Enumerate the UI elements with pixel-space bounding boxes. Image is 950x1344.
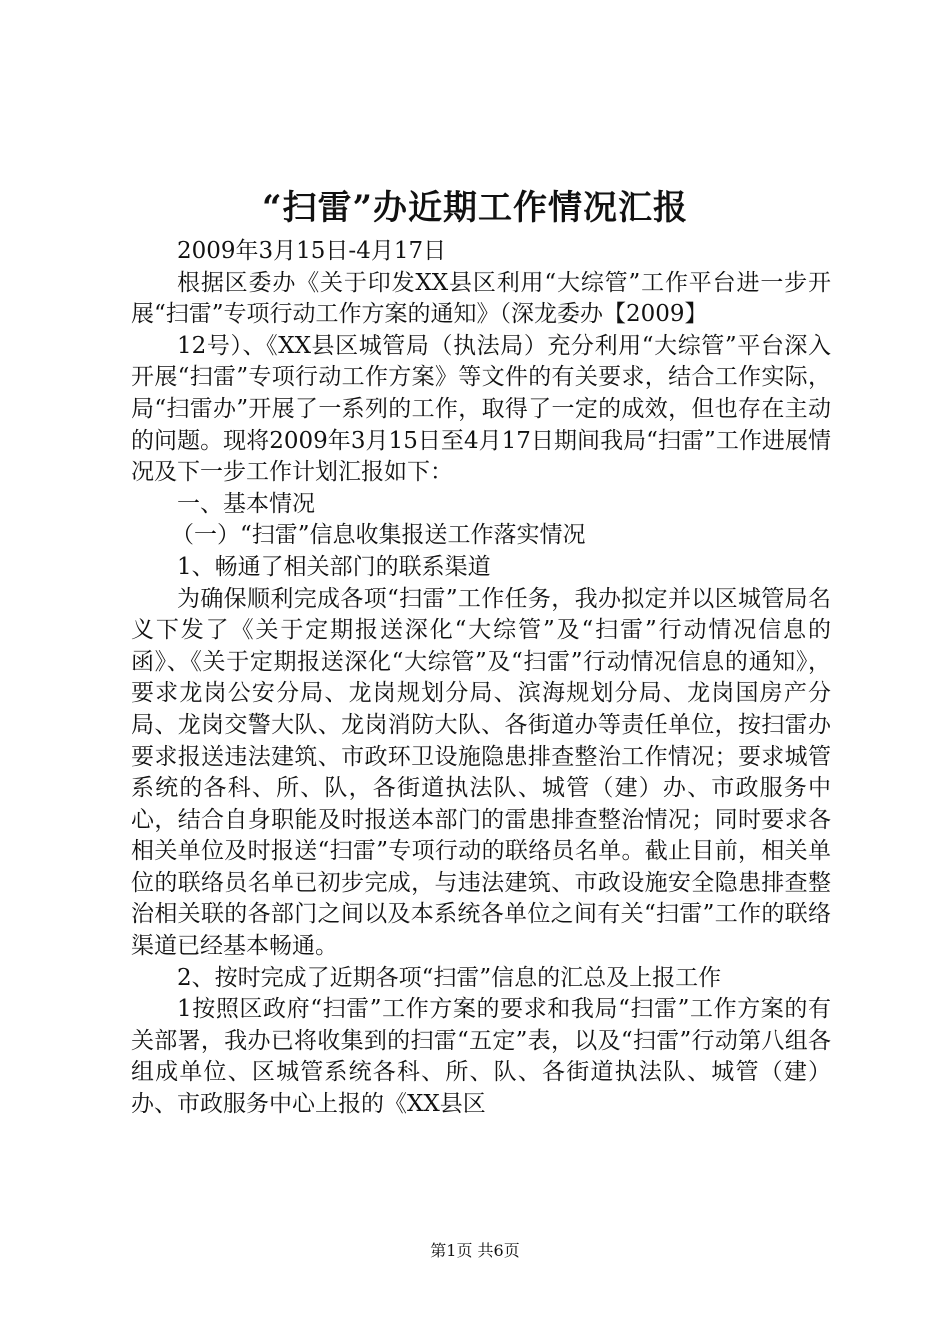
- item-heading-reporting: 2、按时完成了近期各项“扫雷”信息的汇总及上报工作: [177, 964, 722, 991]
- section-heading-basic: 一、基本情况: [177, 490, 315, 517]
- document-title: “扫雷”办近期工作情况汇报: [261, 188, 689, 228]
- subsection-heading-info: （一）“扫雷”信息收集报送工作落实情况: [171, 522, 586, 549]
- page-footer: 第1页 共6页: [430, 1241, 520, 1260]
- document-body: [131, 236, 831, 1121]
- paragraph-intro-part2: 12号）、《XX县区城管局（执法局）充分利用“大综管”平台深入开展“扫雷”专项行动工作方案》等文件的有关要求，结合工作实际，局“扫雷办”开展了一系列的工作，取得了一定的成效，但也存在主动的问题。现将2009年3月15日至4月17日期间我局“扫雷”工作进展情况及下一步工作计划汇报如下：: [131, 332, 831, 486]
- paragraph-reporting: 1按照区政府“扫雷”工作方案的要求和我局“扫雷”工作方案的有关部署，我办已将收集到的扫雷“五定”表，以及“扫雷”行动第八组各组成单位、区城管系统各科、所、队、各街道执法队、城管（建）办、市政服务中心上报的《XX县区: [131, 996, 831, 1118]
- date-range-line: 2009年3月15日-4月17日: [177, 238, 447, 264]
- paragraph-intro-part1: 根据区委办《关于印发XX县区利用“大综管”工作平台进一步开展“扫雷”专项行动工作方案的通知》（深龙委办【2009】: [131, 269, 831, 328]
- item-heading-channels: 1、畅通了相关部门的联系渠道: [177, 553, 491, 580]
- paragraph-channels: 为确保顺利完成各项“扫雷”工作任务，我办拟定并以区城管局名义下发了《关于定期报送深化“大综管”及“扫雷”行动情况信息的函》、《关于定期报送深化“大综管”及“扫雷”行动情况信息的通知》，要求龙岗公安分局、龙岗规划分局、滨海规划分局、龙岗国房产分局、龙岗交警大队、龙岗消防大队、各街道办等责任单位，按扫雷办要求报送违法建筑、市政环卫设施隐患排查整治工作情况；要求城管系统的各科、所、队，各街道执法队、城管（建）办、市政服务中心，结合自身职能及时报送本部门的雷患排查整治情况；同时要求各相关单位及时报送“扫雷”专项行动的联络员名单。截止目前，相关单位的联络员名单已初步完成，与违法建筑、市政设施安全隐患排查整治相关联的各部门之间以及本系统各单位之间有关“扫雷”工作的联络渠道已经基本畅通。: [131, 585, 831, 960]
